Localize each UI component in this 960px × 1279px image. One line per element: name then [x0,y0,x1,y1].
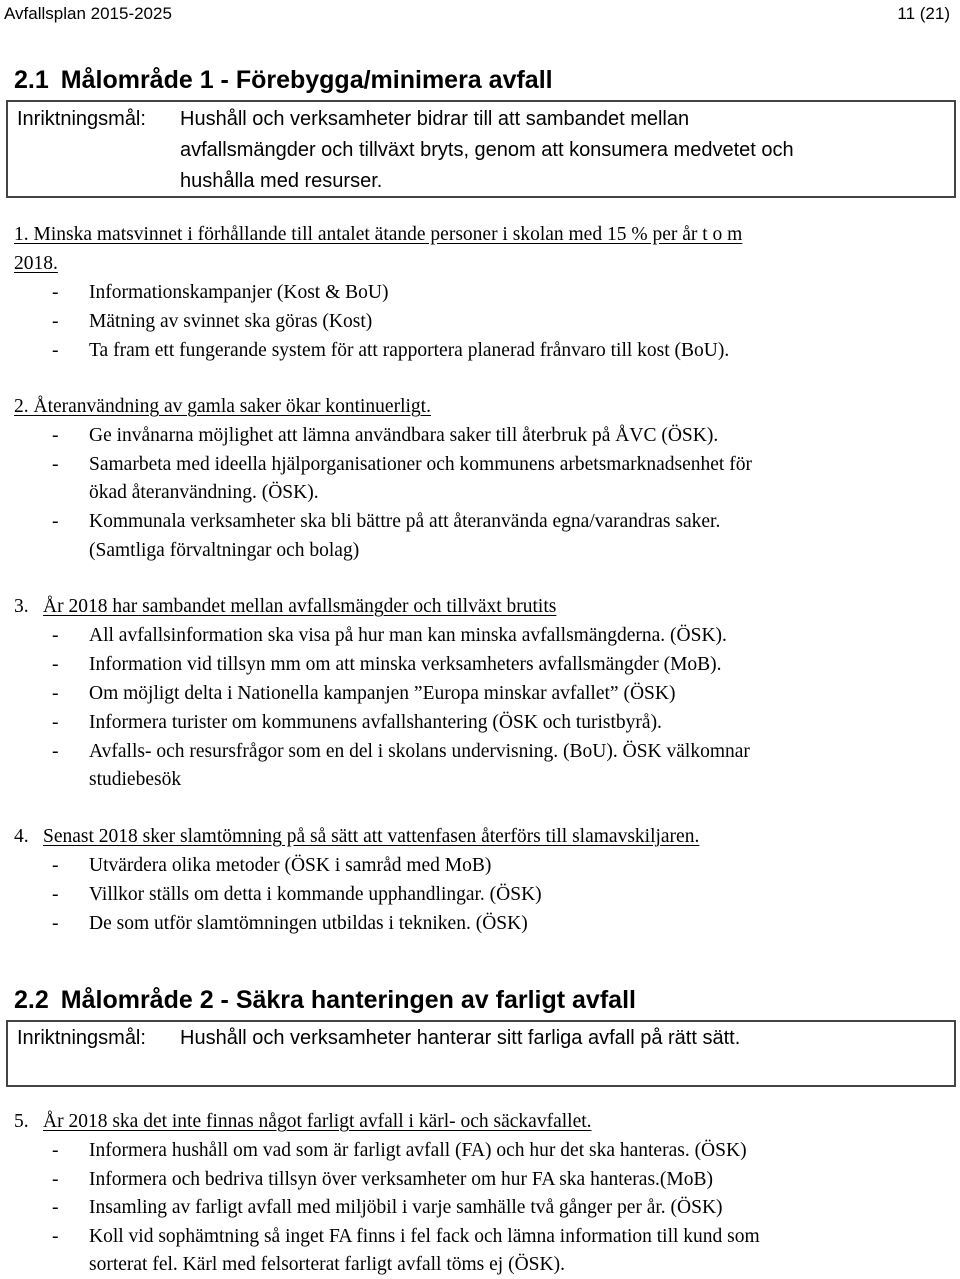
bullet-text: Informationskampanjer (Kost & BoU) [89,282,389,303]
bullet-dash: - [52,425,59,446]
inriktningsmal-text: Hushåll och verksamheter bidrar till att sambandet mellan [180,108,690,130]
bullet-dash: - [52,282,59,303]
bullet-text: ökad återanvändning. (ÖSK). [89,482,319,503]
bullet-dash: - [52,1226,59,1247]
inriktningsmal-text: avfallsmängder och tillväxt bryts, genom att konsumera medvetet och [180,139,794,161]
bullet-dash: - [52,654,59,675]
bullet-dash: - [52,741,59,762]
section-heading-2-2 [14,986,636,1015]
goal-number: 3. [14,596,29,617]
section-number: 2.2 [14,986,49,1014]
bullet-text: Information vid tillsyn mm om att minska verksamheters avfallsmängder (MoB). [89,654,722,675]
bullet-text: All avfallsinformation ska visa på hur man kan minska avfallsmängderna. (ÖSK). [89,625,727,646]
bullet-text: sorterat fel. Kärl med felsorterat farligt avfall töms ej (ÖSK). [89,1254,565,1275]
bullet-dash: - [52,1197,59,1218]
bullet-text: Ge invånarna möjlighet att lämna användbara saker till återbruk på ÅVC (ÖSK). [89,425,719,446]
bullet-text: Koll vid sophämtning så inget FA finns i fel fack och lämna information till kund som [89,1226,760,1247]
bullet-dash: - [52,855,59,876]
inriktningsmal-text: Hushåll och verksamheter hanterar sitt farliga avfall på rätt sätt. [180,1027,741,1049]
bullet-dash: - [52,884,59,905]
bullet-text: Insamling av farligt avfall med miljöbil i varje samhälle två gånger per år. (ÖSK) [89,1197,723,1218]
bullet-text: Villkor ställs om detta i kommande upphandlingar. (ÖSK) [89,884,542,905]
goal-title: 2018. [14,253,58,274]
bullet-text: Kommunala verksamheter ska bli bättre på att återanvända egna/varandras saker. [89,511,721,532]
bullet-text: Utvärdera olika metoder (ÖSK i samråd med MoB) [89,855,492,876]
goal-title: År 2018 har sambandet mellan avfallsmängder och tillväxt brutits [43,596,557,617]
section-heading-2-1 [14,66,553,95]
bullet-text: (Samtliga förvaltningar och bolag) [89,540,360,561]
section-title: Målområde 2 - Säkra hanteringen av farligt avfall [60,986,636,1014]
page-number: 11 (21) [897,4,950,23]
bullet-text: studiebesök [89,769,182,790]
bullet-text: Mätning av svinnet ska göras (Kost) [89,311,373,332]
bullet-dash: - [52,511,59,532]
goal-title: År 2018 ska det inte finnas något farligt avfall i kärl- och säckavfallet. [43,1111,592,1132]
section-number: 2.1 [14,66,49,94]
bullet-dash: - [52,1169,59,1190]
bullet-dash: - [52,683,59,704]
bullet-dash: - [52,1140,59,1161]
bullet-text: Samarbeta med ideella hjälporganisationer och kommunens arbetsmarknadsenhet för [89,454,752,475]
bullet-text: De som utför slamtömningen utbildas i tekniken. (ÖSK) [89,913,528,934]
bullet-dash: - [52,311,59,332]
bullet-text: Ta fram ett fungerande system för att rapportera planerad frånvaro till kost (BoU). [89,340,730,361]
inriktningsmal-label: Inriktningsmål: [17,108,146,130]
bullet-dash: - [52,625,59,646]
section-title: Målområde 1 - Förebygga/minimera avfall [60,66,553,94]
bullet-text: Om möjligt delta i Nationella kampanjen ”Europa minskar avfallet” (ÖSK) [89,683,676,704]
bullet-text: Informera hushåll om vad som är farligt avfall (FA) och hur det ska hanteras. (ÖSK) [89,1140,747,1161]
bullet-text: Informera och bedriva tillsyn över verksamheter om hur FA ska hanteras.(MoB) [89,1169,713,1190]
goal-title: 2. Återanvändning av gamla saker ökar kontinuerligt. [14,396,431,417]
inriktningsmal-text: hushålla med resurser. [180,170,383,192]
goal-title: 1. Minska matsvinnet i förhållande till antalet ätande personer i skolan med 15 % per år t o m [14,224,743,245]
bullet-dash: - [52,712,59,733]
goal-number: 4. [14,826,29,847]
bullet-dash: - [52,454,59,475]
goal-number: 5. [14,1111,29,1132]
bullet-text: Avfalls- och resursfrågor som en del i skolans undervisning. (BoU). ÖSK välkomnar [89,741,750,762]
inriktningsmal-label: Inriktningsmål: [17,1027,146,1049]
goal-title: Senast 2018 sker slamtömning på så sätt att vattenfasen återförs till slamavskiljaren. [43,826,700,847]
bullet-dash: - [52,913,59,934]
document-title: Avfallsplan 2015-2025 [4,4,172,23]
bullet-text: Informera turister om kommunens avfallshantering (ÖSK och turistbyrå). [89,712,662,733]
bullet-dash: - [52,340,59,361]
